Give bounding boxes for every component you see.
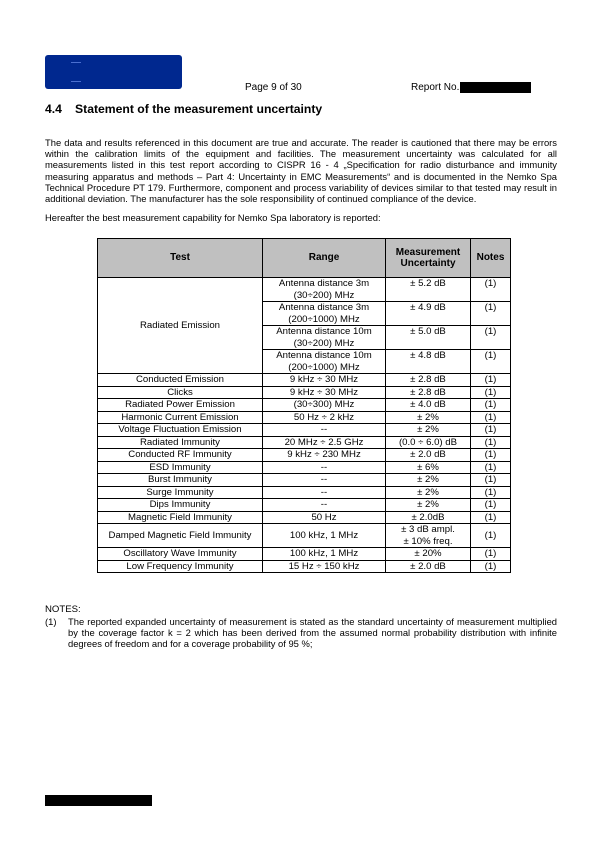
section-title: Statement of the measurement uncertainty	[75, 102, 323, 116]
cell-uncertainty: ± 2%	[386, 474, 471, 487]
table-row	[98, 548, 511, 561]
table-row	[98, 374, 511, 387]
hereafter-sentence: Hereafter the best measurement capability for Nemko Spa laboratory is reported:	[45, 212, 381, 223]
table-row	[98, 436, 511, 449]
cell-range: 50 Hz	[263, 511, 386, 524]
cell-notes: (1)	[471, 399, 511, 412]
cell-test: Burst Immunity	[98, 474, 263, 487]
table-row	[98, 486, 511, 499]
note-text: The reported expanded uncertainty of measurement is stated as the standard uncertainty of measurement multiplied by the coverage factor k = 2 which has been derived from the assumed normal probability distribution with infinite degrees of freedom and for a coverage probability of 95 %;	[68, 616, 557, 650]
cell-uncertainty: ± 2%	[386, 499, 471, 512]
intro-paragraph: The data and results referenced in this document are true and accurate. The reader is cautioned that there may be errors within the calibration limits of the equipment and facilities. The measurement uncertainty was calculated for all measurements listed in this test report according to CISPR 16 - 4 „Specification for radio disturbance and immunity measuring apparatus and methods – Part 4: Uncertainty in EMC Measurements“ and is documented in the Nemko Spa Technical Procedure PT 179. Furthermore, component and process variability of devices similar to that tested may result in additional deviation. The manufacturer has the sole responsibility of continued compliance of the device.	[45, 137, 557, 205]
cell-uncertainty: ± 2.8 dB	[386, 374, 471, 387]
cell-uncertainty	[386, 524, 471, 548]
footer-redaction	[45, 795, 152, 806]
cell-test: Low Frequency Immunity	[98, 560, 263, 573]
table-row	[98, 424, 511, 437]
cell-uncertainty: ± 4.8 dB	[386, 350, 471, 374]
cell-notes: (1)	[471, 486, 511, 499]
header-notes: Notes	[471, 239, 511, 278]
company-logo	[45, 55, 182, 89]
cell-notes: (1)	[471, 374, 511, 387]
cell-test: Clicks	[98, 386, 263, 399]
report-number-redaction	[460, 82, 531, 93]
cell-uncertainty: ± 5.0 dB	[386, 326, 471, 350]
cell-range: --	[263, 424, 386, 437]
cell-range: --	[263, 474, 386, 487]
cell-test: Voltage Fluctuation Emission	[98, 424, 263, 437]
cell-test: Radiated Power Emission	[98, 399, 263, 412]
cell-notes: (1)	[471, 548, 511, 561]
cell-uncertainty: ± 2.0 dB	[386, 449, 471, 462]
cell-range: 9 kHz ÷ 30 MHz	[263, 374, 386, 387]
table-row	[98, 499, 511, 512]
header-uncertainty: Measurement Uncertainty	[386, 239, 471, 278]
cell-range: 100 kHz, 1 MHz	[263, 548, 386, 561]
header-test: Test	[98, 239, 263, 278]
table-row	[98, 461, 511, 474]
cell-notes: (1)	[471, 449, 511, 462]
cell-uncertainty: ± 6%	[386, 461, 471, 474]
cell-notes: (1)	[471, 424, 511, 437]
uncertainty-line: ± 3 dB ampl.	[401, 524, 455, 535]
cell-uncertainty: ± 2.0 dB	[386, 560, 471, 573]
cell-uncertainty: (0.0 ÷ 6.0) dB	[386, 436, 471, 449]
cell-notes: (1)	[471, 474, 511, 487]
table-row	[98, 449, 511, 462]
table-row	[98, 411, 511, 424]
cell-notes: (1)	[471, 499, 511, 512]
cell-uncertainty: ± 20%	[386, 548, 471, 561]
cell-range: Antenna distance 10m (30÷200) MHz	[263, 326, 386, 350]
cell-range: 9 kHz ÷ 230 MHz	[263, 449, 386, 462]
cell-test: ESD Immunity	[98, 461, 263, 474]
cell-range: --	[263, 461, 386, 474]
cell-range: 100 kHz, 1 MHz	[263, 524, 386, 548]
cell-range: --	[263, 486, 386, 499]
logo-mark-top	[71, 62, 81, 63]
uncertainty-table	[97, 238, 511, 573]
cell-test: Conducted Emission	[98, 374, 263, 387]
table-row	[98, 386, 511, 399]
cell-test: Radiated Emission	[98, 278, 263, 374]
cell-test: Oscillatory Wave Immunity	[98, 548, 263, 561]
cell-notes: (1)	[471, 302, 511, 326]
notes-title: NOTES:	[45, 604, 81, 615]
section-heading	[45, 102, 322, 116]
table-row	[98, 399, 511, 412]
cell-notes: (1)	[471, 350, 511, 374]
table-row	[98, 474, 511, 487]
cell-uncertainty: ± 2.0dB	[386, 511, 471, 524]
cell-notes: (1)	[471, 411, 511, 424]
cell-notes: (1)	[471, 326, 511, 350]
cell-uncertainty: ± 4.0 dB	[386, 399, 471, 412]
cell-notes: (1)	[471, 511, 511, 524]
table-row	[98, 560, 511, 573]
uncertainty-line: ± 10% freq.	[403, 535, 453, 547]
cell-test: Radiated Immunity	[98, 436, 263, 449]
table-header-row	[98, 239, 511, 278]
table-row	[98, 524, 511, 548]
cell-test: Magnetic Field Immunity	[98, 511, 263, 524]
note-number: (1)	[45, 616, 57, 627]
page-number: Page 9 of 30	[245, 82, 302, 93]
cell-range: --	[263, 499, 386, 512]
cell-notes: (1)	[471, 560, 511, 573]
cell-range: 50 Hz ÷ 2 kHz	[263, 411, 386, 424]
table-row	[98, 511, 511, 524]
cell-uncertainty: ± 5.2 dB	[386, 278, 471, 302]
cell-uncertainty: ± 4.9 dB	[386, 302, 471, 326]
cell-notes: (1)	[471, 436, 511, 449]
cell-range: Antenna distance 10m (200÷1000) MHz	[263, 350, 386, 374]
cell-test: Conducted RF Immunity	[98, 449, 263, 462]
cell-notes: (1)	[471, 524, 511, 548]
cell-uncertainty: ± 2.8 dB	[386, 386, 471, 399]
cell-range: 9 kHz ÷ 30 MHz	[263, 386, 386, 399]
section-number: 4.4	[45, 102, 62, 116]
header-range: Range	[263, 239, 386, 278]
cell-test: Harmonic Current Emission	[98, 411, 263, 424]
cell-range: (30÷300) MHz	[263, 399, 386, 412]
cell-uncertainty: ± 2%	[386, 411, 471, 424]
cell-range: 20 MHz ÷ 2.5 GHz	[263, 436, 386, 449]
cell-notes: (1)	[471, 461, 511, 474]
cell-test: Dips Immunity	[98, 499, 263, 512]
cell-notes: (1)	[471, 278, 511, 302]
cell-test: Surge Immunity	[98, 486, 263, 499]
cell-range: Antenna distance 3m (30÷200) MHz	[263, 278, 386, 302]
cell-range: Antenna distance 3m (200÷1000) MHz	[263, 302, 386, 326]
table-row	[98, 278, 511, 302]
cell-uncertainty: ± 2%	[386, 424, 471, 437]
cell-test: Damped Magnetic Field Immunity	[98, 524, 263, 548]
cell-range: 15 Hz ÷ 150 kHz	[263, 560, 386, 573]
cell-notes: (1)	[471, 386, 511, 399]
cell-uncertainty: ± 2%	[386, 486, 471, 499]
logo-mark-bottom	[71, 81, 81, 82]
report-number-label: Report No.	[411, 82, 460, 93]
